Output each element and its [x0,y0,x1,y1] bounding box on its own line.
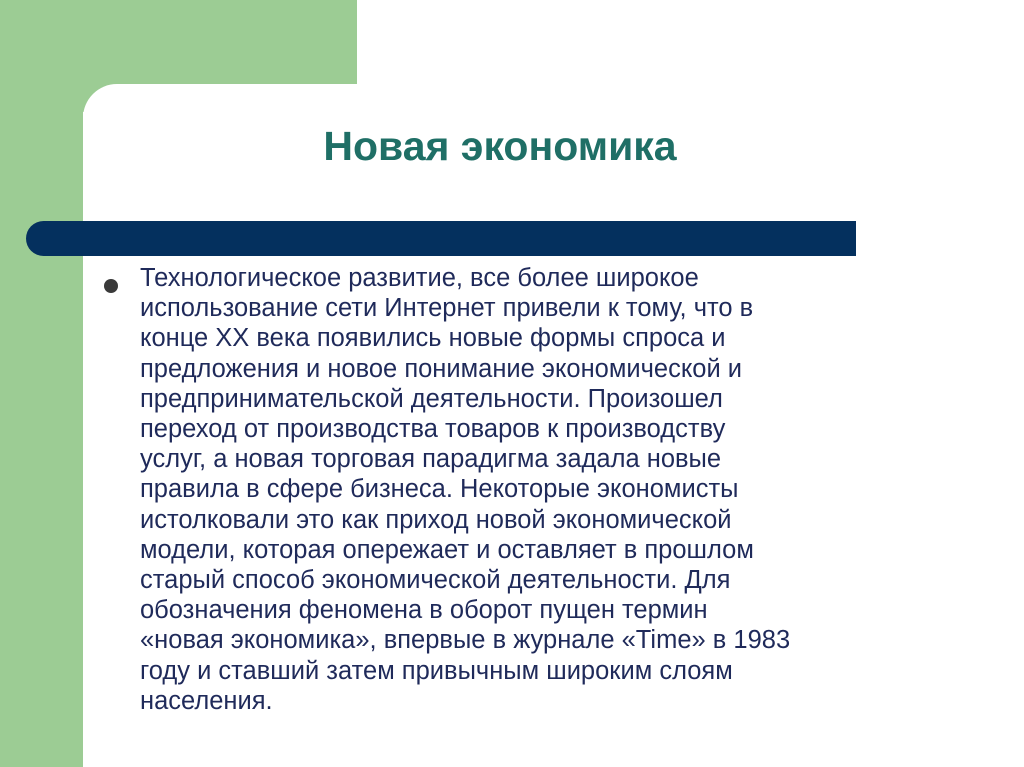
bullet-list [140,263,940,716]
green-side-bar [0,0,83,767]
title-divider-bar [26,221,856,256]
bullet-dot-icon [104,279,118,293]
bullet-text: Технологическое развитие, все более широкое использование сети Интернет привели к тому, что в конце XX века появились новые формы спроса и предложения и новое понимание экономической и предпринимательской деятельности. Произошел переход от производства товаров к производству услуг, а новая торговая парадигма задала новые правила в сфере бизнеса. Некоторые экономисты истолковали это как приход новой экономической модели, которая опережает и оставляет в прошлом старый способ экономической деятельности. Для обозначения феномена в оборот пущен термин «новая экономика», впервые в журнале «Time» в 1983 году и ставший затем привычным широким слоям населения. [140,264,791,715]
slide-title: Новая экономика [323,123,677,169]
